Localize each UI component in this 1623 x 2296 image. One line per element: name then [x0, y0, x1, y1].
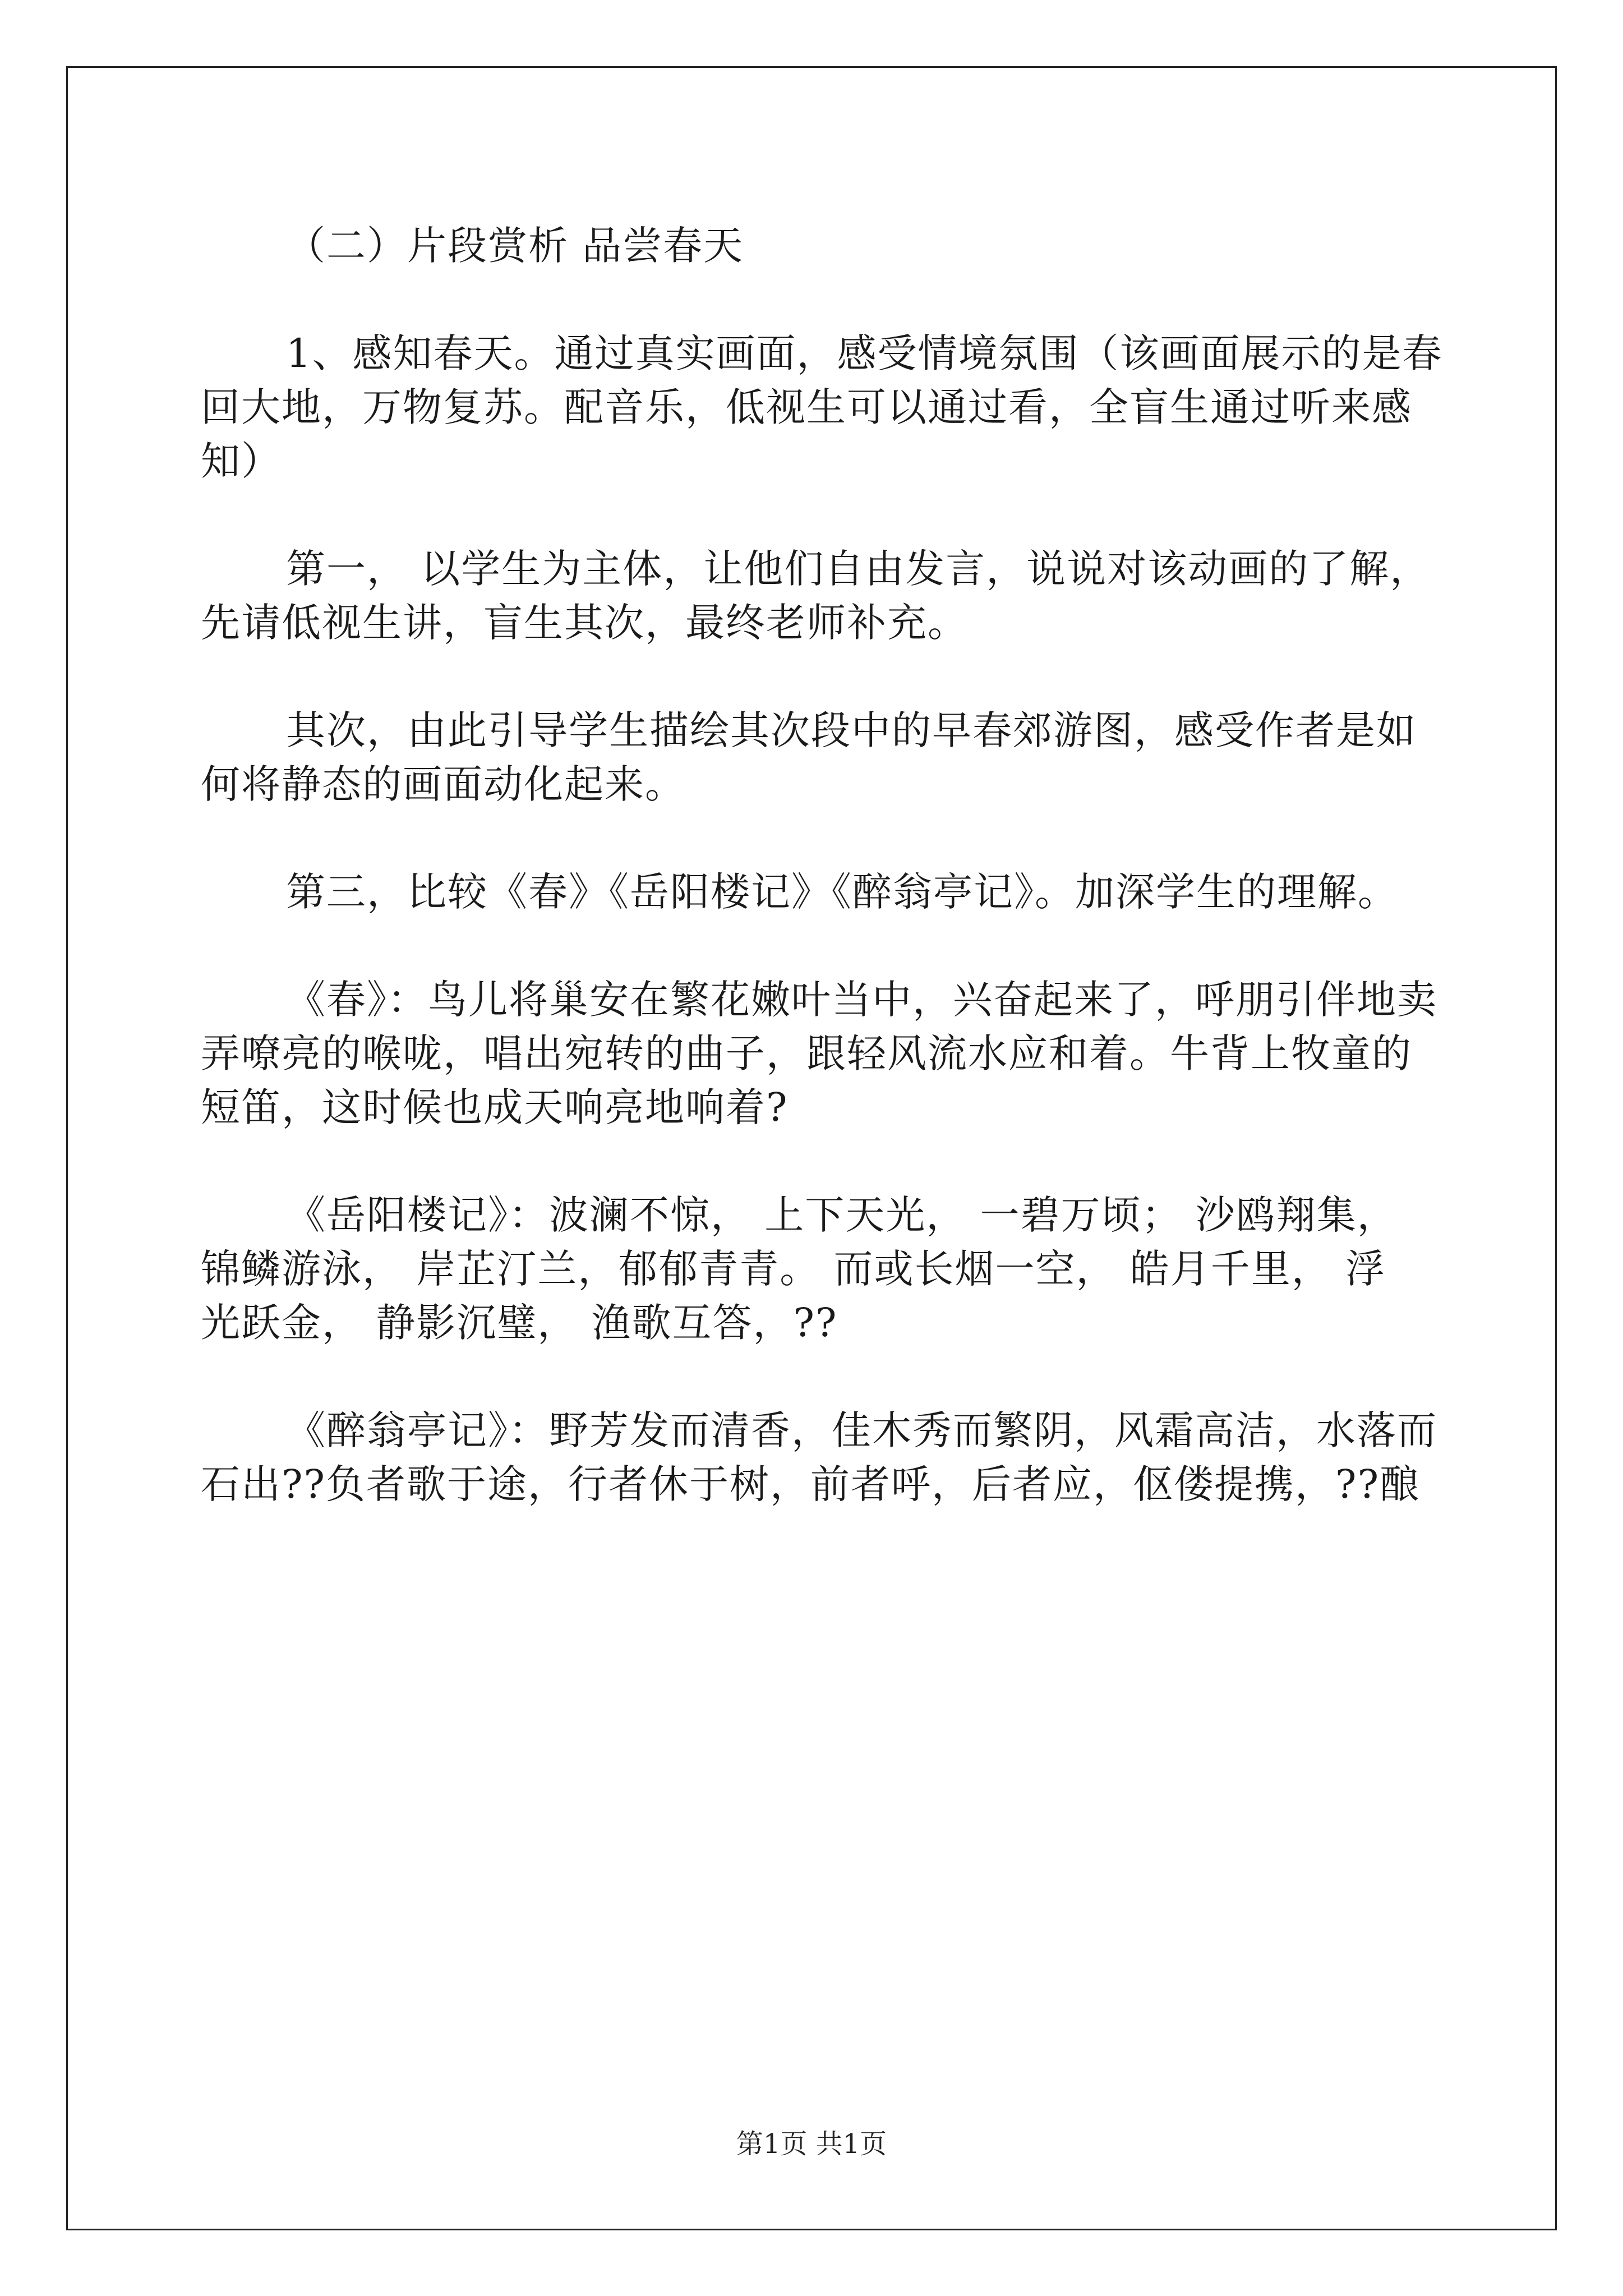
paragraph-line: 1、感知春天。通过真实画面，感受情境氛围（该画面展示的是春 — [286, 330, 1443, 376]
paragraph-line: （二）片段赏析 品尝春天 — [286, 223, 744, 269]
paragraph-line: 先请低视生讲，盲生其次，最终老师补充。 — [201, 600, 968, 646]
paragraph-third — [201, 865, 1463, 919]
paragraph-line: 第三，比较《春》《岳阳楼记》《醉翁亭记》。加深学生的理解。 — [286, 869, 1398, 915]
paragraph-line: 回大地，万物复苏。配音乐，低视生可以通过看，全盲生通过听来感 — [201, 384, 1412, 430]
paragraph-line: 第一， 以学生为主体，让他们自由发言，说说对该动画的了解， — [286, 546, 1431, 592]
paragraph-second — [201, 703, 1463, 811]
document-body — [201, 219, 1463, 1511]
paragraph-line: 《醉翁亭记》：野芳发而清香，佳木秀而繁阴，风霜高洁，水落而 — [286, 1407, 1437, 1453]
paragraph-line: 其次，由此引导学生描绘其次段中的早春郊游图，感受作者是如 — [286, 707, 1417, 753]
paragraph-line: 《春》：鸟儿将巢安在繁花嫩叶当中，兴奋起来了，呼朋引伴地卖 — [286, 977, 1437, 1023]
paragraph-line: 锦鳞游泳， 岸芷汀兰，郁郁青青。 而或长烟一空， 皓月千里， 浮 — [201, 1246, 1386, 1292]
quote-zuiwengting — [201, 1404, 1463, 1511]
paragraph-line: 石出??负者歌于途，行者休于树，前者呼，后者应，伛偻提携，??酿 — [201, 1461, 1421, 1507]
section-heading — [201, 219, 1463, 273]
paragraph-line: 光跃金， 静影沉璧， 渔歌互答，?? — [201, 1300, 838, 1346]
paragraph-line: 短笛，这时候也成天响亮地响着? — [201, 1084, 789, 1130]
paragraph-line: 知） — [201, 438, 282, 484]
page-number-footer: 第1页 共1页 — [736, 2128, 887, 2160]
quote-chun — [201, 973, 1463, 1134]
paragraph-line: 弄嘹亮的喉咙，唱出宛转的曲子，跟轻风流水应和着。牛背上牧童的 — [201, 1030, 1412, 1076]
paragraph-perceive-spring — [201, 326, 1463, 488]
quote-yueyanglou — [201, 1188, 1463, 1350]
paragraph-line: 《岳阳楼记》：波澜不惊， 上下天光， 一碧万顷； 沙鸥翔集， — [286, 1192, 1398, 1238]
paragraph-first — [201, 542, 1463, 650]
paragraph-line: 何将静态的画面动化起来。 — [201, 761, 685, 807]
